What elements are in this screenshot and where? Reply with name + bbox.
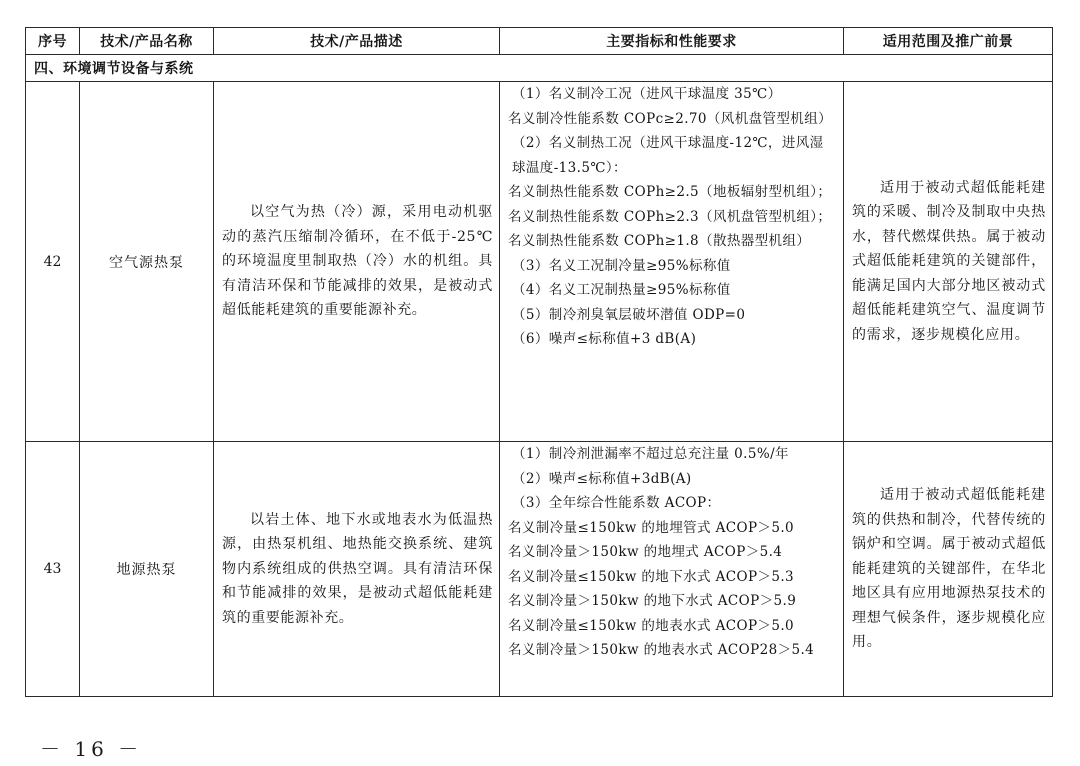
product-scope: 适用于被动式超低能耗建筑的供热和制冷，代替传统的锅炉和空调。属于被动式超低能耗建筑的关键部件，在华北地区具有应用地源热泵技术的理想气候条件，逐步规模化应用。 <box>844 442 1053 697</box>
header-name: 技术/产品名称 <box>80 28 214 55</box>
spec-line: 名义制热性能系数 COPh≥2.5（地板辐射型机组）； <box>508 184 832 200</box>
page-number: － 16 － <box>40 737 143 761</box>
product-description: 以空气为热（冷）源，采用电动机驱动的蒸汽压缩制冷循环，在不低于-25℃的环境温度里制取热（冷）水的机组。具有清洁环保和节能减排的效果，是被动式超低能耗建筑的重要能源补充。 <box>214 82 500 442</box>
spec-line: （1）名义制冷工况（进风干球温度 35℃） <box>512 86 782 102</box>
spec-line: （2）名义制热工况（进风干球温度-12℃，进风湿球温度-13.5℃）： <box>512 135 824 176</box>
spec-line: （6）噪声≤标称值+3 dB(A) <box>512 331 697 347</box>
spec-line: 名义制冷性能系数 COPc≥2.70（风机盘管型机组） <box>508 110 833 127</box>
spec-line: 名义制冷量＞150kw 的地表水式 ACOP28＞5.4 <box>508 642 815 658</box>
spec-line: （3）名义工况制冷量≥95%标称值 <box>512 257 731 274</box>
spec-line: （3）全年综合性能系数 ACOP： <box>512 495 721 511</box>
spec-line: （4）名义工况制热量≥95%标称值 <box>512 282 731 298</box>
table-row <box>26 82 1053 442</box>
spec-line: 名义制热性能系数 COPh≥2.3（风机盘管型机组）； <box>508 208 832 225</box>
spec-line: 名义制冷量≤150kw 的地下水式 ACOP＞5.3 <box>508 568 794 585</box>
spec-line: 名义制热性能系数 COPh≥1.8（散热器型机组） <box>508 233 811 249</box>
header-scope: 适用范围及推广前景 <box>844 28 1053 55</box>
spec-line: 名义制冷量≤150kw 的地埋管式 ACOP＞5.0 <box>508 519 794 536</box>
header-number: 序号 <box>26 28 80 55</box>
spec-line: （5）制冷剂臭氧层破坏潜值 ODP=0 <box>512 306 746 323</box>
table-row <box>26 442 1053 697</box>
product-name: 空气源热泵 <box>80 82 214 442</box>
technology-catalog-table <box>25 27 1053 697</box>
spec-line: 名义制冷量＞150kw 的地下水式 ACOP＞5.9 <box>508 593 797 609</box>
product-specs <box>500 82 844 442</box>
header-row <box>26 28 1053 55</box>
product-description: 以岩土体、地下水或地表水为低温热源，由热泵机组、地热能交换系统、建筑物内系统组成的供热空调。具有清洁环保和节能减排的效果，是被动式超低能耗建筑的重要能源补充。 <box>214 442 500 697</box>
product-specs <box>500 442 844 697</box>
section-title: 四、环境调节设备与系统 <box>26 55 1053 82</box>
spec-line: 名义制冷量≤150kw 的地表水式 ACOP＞5.0 <box>508 617 794 634</box>
row-number: 42 <box>26 82 80 442</box>
section-row <box>26 55 1053 82</box>
header-description: 技术/产品描述 <box>214 28 500 55</box>
spec-line: （1）制冷剂泄漏率不超过总充注量 0.5%/年 <box>512 446 789 462</box>
product-name: 地源热泵 <box>80 442 214 697</box>
header-specs: 主要指标和性能要求 <box>500 28 844 55</box>
row-number: 43 <box>26 442 80 697</box>
spec-line: （2）噪声≤标称值+3dB(A) <box>512 470 692 487</box>
product-scope: 适用于被动式超低能耗建筑的采暖、制冷及制取中央热水，替代燃煤供热。属于被动式超低能耗建筑的关键部件，能满足国内大部分地区被动式超低能耗建筑空气、温度调节的需求，逐步规模化应用。 <box>844 82 1053 442</box>
spec-line: 名义制冷量＞150kw 的地埋式 ACOP＞5.4 <box>508 544 783 560</box>
